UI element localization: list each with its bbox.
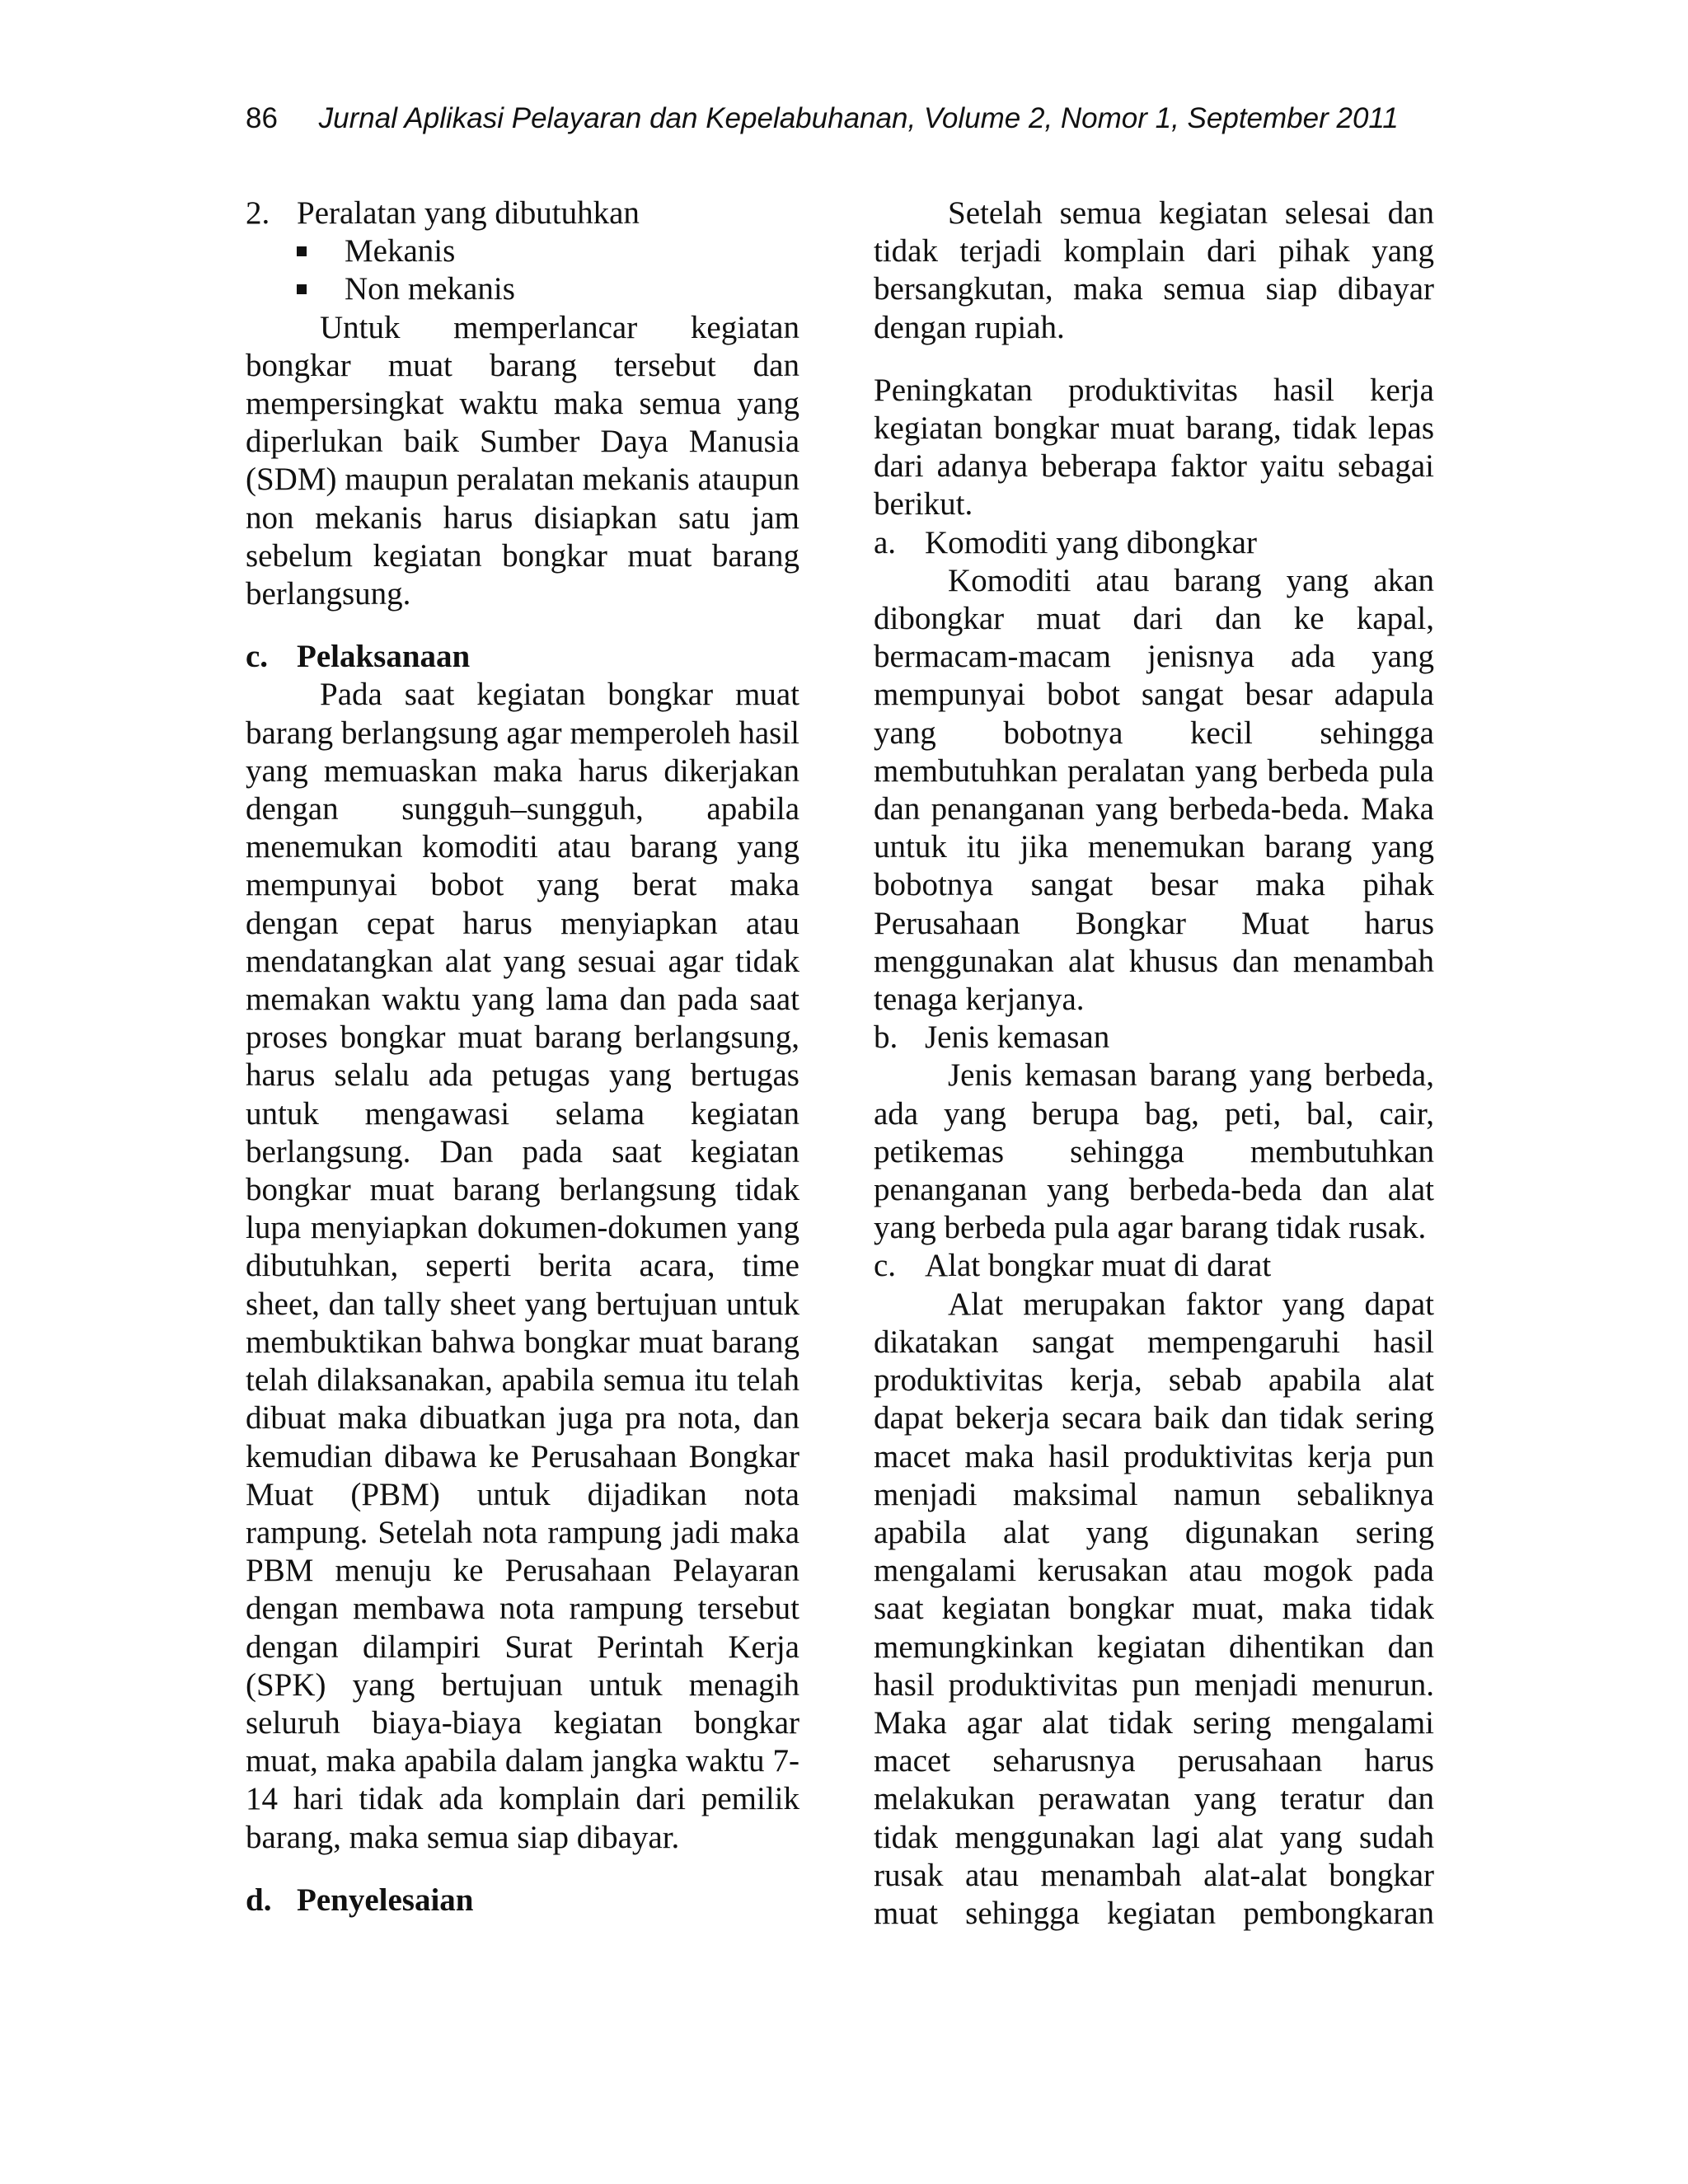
bullet-item-non-mekanis [246, 270, 799, 308]
list-item-2 [246, 194, 799, 232]
paragraph-settlement: Setelah semua kegiatan selesai dan tidak terjadi komplain dari pihak yang bersangkutan, maka semua siap dibayar dengan rupiah. [874, 195, 1434, 345]
factor-item-a [874, 524, 1434, 562]
bullet-text: Mekanis [345, 233, 456, 269]
factor-label: a. [874, 524, 897, 560]
square-bullet-icon [297, 246, 307, 256]
heading-text: Pelaksanaan [297, 639, 471, 675]
paragraph-factor-b: Jenis kemasan barang yang berbeda, ada yang berupa bag, peti, bal, cair, petikemas sehingga membutuhkan penanganan yang berbeda-beda dan alat yang berbeda pula agar barang tidak rusak. [874, 1057, 1434, 1246]
factor-label: b. [874, 1019, 898, 1056]
page-number: 86 [246, 102, 278, 134]
right-column [874, 194, 1434, 1933]
heading-label: d. [246, 1882, 272, 1918]
list-number: 2. [246, 195, 270, 231]
section-heading-c [246, 638, 799, 676]
left-column [246, 194, 799, 1919]
factor-title: Jenis kemasan [925, 1019, 1110, 1056]
paragraph-factors: Peningkatan produktivitas hasil kerja kegiatan bongkar muat barang, tidak lepas dari adanya beberapa faktor yaitu sebagai berikut. [874, 372, 1434, 523]
paragraph-preparation: Untuk memperlancar kegiatan bongkar muat barang tersebut dan mempersingkat waktu maka semua yang diperlukan baik Sumber Daya Manusia (SDM) maupun peralatan mekanis ataupun non mekanis harus disiapkan satu jam sebelum kegiatan bongkar muat barang berlangsung. [246, 309, 799, 612]
page-header [246, 97, 1441, 140]
heading-text: Penyelesaian [297, 1882, 474, 1918]
heading-label: c. [246, 639, 269, 675]
factor-title: Alat bongkar muat di darat [925, 1248, 1272, 1284]
bullet-text: Non mekanis [345, 271, 515, 307]
factor-title: Komoditi yang dibongkar [925, 524, 1257, 560]
square-bullet-icon [297, 284, 307, 294]
bullet-item-mekanis [246, 232, 799, 270]
paragraph-pelaksanaan: Pada saat kegiatan bongkar muat barang berlangsung agar memperoleh hasil yang memuaskan maka harus dikerjakan dengan sungguh–sungguh, apabila menemukan komoditi atau barang yang mempunyai bobot yang berat maka dengan cepat harus menyiapkan atau mendatangkan alat yang sesuai agar tidak memakan waktu yang lama dan pada saat proses bongkar muat barang berlangsung, harus selalu ada petugas yang bertugas untuk mengawasi selama kegiatan berlangsung. Dan pada saat kegiatan bongkar muat barang berlangsung tidak lupa menyiapkan dokumen-dokumen yang dibutuhkan, seperti berita acara, time sheet, dan tally sheet yang bertujuan untuk membuktikan bahwa bongkar muat barang telah dilaksanakan, apabila semua itu telah dibuat maka dibuatkan juga pra nota, dan kemudian dibawa ke Perusahaan Bongkar Muat (PBM) untuk dijadikan nota rampung. Setelah nota rampung jadi maka PBM menuju ke Perusahaan Pelayaran dengan membawa nota rampung tersebut dengan dilampiri Surat Perintah Kerja (SPK) yang bertujuan untuk menagih seluruh biaya-biaya kegiatan bongkar muat, maka apabila dalam jangka waktu 7-14 hari tidak ada komplain dari pemilik barang, maka semua siap dibayar. [246, 677, 799, 1855]
paragraph-factor-c: Alat merupakan faktor yang dapat dikatakan sangat mempengaruhi hasil produktivitas kerja, sebab apabila alat dapat bekerja secara baik dan tidak sering macet maka hasil produktivitas kerja pun menjadi maksimal namun sebaliknya apabila alat yang digunakan sering mengalami kerusakan atau mogok pada saat kegiatan bongkar muat, maka tidak memungkinkan kegiatan dihentikan dan hasil produktivitas pun menjadi menurun. Maka agar alat tidak sering mengalami macet seharusnya perusahaan harus melakukan perawatan yang teratur dan tidak menggunakan lagi alat yang sudah rusak atau menambah alat-alat bongkar muat sehingga kegiatan pembongkaran [874, 1286, 1434, 1931]
factor-item-b [874, 1019, 1434, 1057]
factor-item-c [874, 1247, 1434, 1285]
journal-title: Jurnal Aplikasi Pelayaran dan Kepelabuhanan, Volume 2, Nomor 1, September 2011 [318, 102, 1399, 134]
factor-label: c. [874, 1248, 897, 1284]
paragraph-factor-a: Komoditi atau barang yang akan dibongkar muat dari dan ke kapal, bermacam-macam jenisnya ada yang mempunyai bobot sangat besar adapula yang bobotnya kecil sehingga membutuhkan peralatan yang berbeda pula dan penanganan yang berbeda-beda. Maka untuk itu jika menemukan barang yang bobotnya sangat besar maka pihak Perusahaan Bongkar Muat harus menggunakan alat khusus dan menambah tenaga kerjanya. [874, 562, 1434, 1018]
section-heading-d [246, 1882, 799, 1919]
list-text: Peralatan yang dibutuhkan [297, 195, 640, 231]
